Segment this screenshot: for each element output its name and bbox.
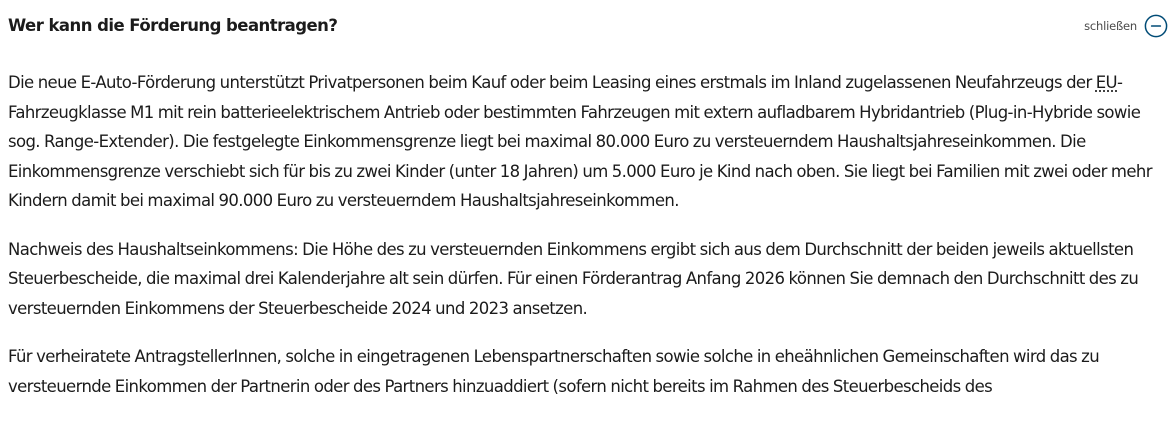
paragraph-income-proof: Nachweis des Haushaltseinkommens: Die Höhe des zu versteuernden Einkommens ergibt sich aus dem Durchschnitt der beiden jeweils aktuellsten Steuerbescheide, die maximal drei Kalenderjahre alt sein dürfen. Für einen Förderantrag Anfang 2026 können Sie demnach den Durchschnitt des zu versteuernden Einkommens der Steuerbescheide 2024 und 2023 ansetzen. bbox=[8, 239, 1139, 318]
collapse-button[interactable] bbox=[1084, 12, 1168, 40]
paragraph-partners: Für verheiratete AntragstellerInnen, solche in eingetragenen Lebenspartnerschaften sowie solche in eheähnlichen Gemeinschaften wird das zu versteuernde Einkommen der Partnerin oder des Partners hinzuaddiert (sofern nicht bereits im Rahmen des Steuerbescheids des bbox=[8, 347, 1100, 396]
abbreviation-eu[interactable]: EU bbox=[1095, 73, 1118, 92]
minus-circle-icon bbox=[1144, 14, 1168, 38]
accordion-header[interactable] bbox=[8, 12, 1168, 40]
paragraph-eligibility bbox=[8, 68, 1164, 216]
accordion-content bbox=[8, 68, 1164, 420]
paragraph-text: Die neue E-Auto-Förderung unterstützt Privatpersonen beim Kauf oder beim Leasing eines erstmals im Inland zugelassenen Neufahrzeugs der bbox=[8, 73, 1096, 92]
paragraph-text: -Fahrzeugklasse M1 mit rein batterieelektrischem Antrieb oder bestimmten Fahrzeugen mit extern aufladbarem Hybridantrieb (Plug-in-Hybride sowie sog. Range-Extender). Die festgelegte Einkommensgrenze liegt bei maximal 80.000 Euro zu versteuerndem Haushaltsjahreseinkommen. Die Einkommensgrenze verschiebt sich für bis zu zwei Kinder (unter 18 Jahren) um 5.000 Euro je Kind nach oben. Sie liegt bei Familien mit zwei oder mehr Kindern damit bei maximal 90.000 Euro zu versteuerndem Haushaltsjahreseinkommen. bbox=[8, 73, 1152, 210]
accordion-title: Wer kann die Förderung beantragen? bbox=[8, 16, 338, 35]
collapse-label: schließen bbox=[1084, 19, 1137, 33]
